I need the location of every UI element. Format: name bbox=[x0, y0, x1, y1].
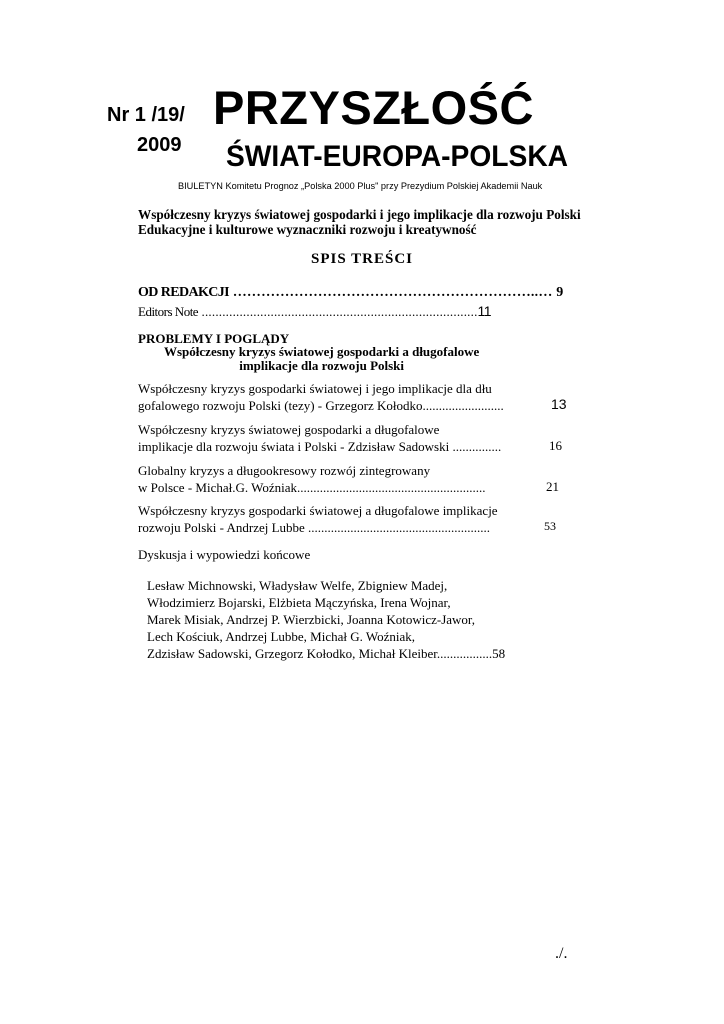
issue-year: 2009 bbox=[137, 134, 182, 156]
toc-page-number: 11 bbox=[477, 303, 492, 319]
toc-entry-label: OD REDAKCJI bbox=[138, 285, 230, 300]
journal-title: PRZYSZŁOŚĆ bbox=[213, 81, 534, 134]
intro-line-2: Edukacyjne i kulturowe wyznaczniki rozwoju i kreatywność bbox=[138, 222, 477, 237]
toc-entry-editors-note bbox=[138, 303, 491, 320]
toc-entry bbox=[138, 421, 501, 455]
section-heading: PROBLEMY I POGLĄDY bbox=[138, 331, 290, 346]
participants-line: Zdzisław Sadowski, Grzegorz Kołodko, Michał Kleiber.................58 bbox=[147, 646, 506, 661]
toc-leader-dots: ………………………………………………………..… bbox=[229, 285, 557, 300]
participants-line: Marek Misiak, Andrzej P. Wierzbicki, Joanna Kotowicz-Jawor, bbox=[147, 612, 475, 627]
journal-subtitle: ŚWIAT-EUROPA-POLSKA bbox=[226, 140, 569, 173]
toc-entry-line-1: Współczesny kryzys światowej gospodarki a długofalowe bbox=[138, 422, 440, 437]
toc-page-number: 21 bbox=[546, 479, 559, 494]
toc-discussion: Dyskusja i wypowiedzi końcowe bbox=[138, 547, 311, 562]
toc-entry bbox=[138, 502, 498, 536]
issue-number: Nr 1 /19/ bbox=[107, 104, 185, 126]
toc-entry-line-2: w Polsce - Michał.G. Woźniak.......................................................... bbox=[138, 480, 486, 495]
intro-line-1: Współczesny kryzys światowej gospodarki i jego implikacje dla rozwoju Polski bbox=[138, 207, 581, 222]
participants-line: Lech Kościuk, Andrzej Lubbe, Michał G. Woźniak, bbox=[147, 629, 416, 644]
toc-page-number: 13 bbox=[551, 396, 567, 412]
section-subheading-line-2: implikacje dla rozwoju Polski bbox=[239, 358, 405, 373]
section-subheading bbox=[164, 345, 479, 373]
toc-page-number: 16 bbox=[549, 438, 562, 453]
end-mark: ./. bbox=[555, 945, 568, 962]
participants-line: Lesław Michnowski, Władysław Welfe, Zbigniew Madej, bbox=[147, 578, 448, 593]
toc-entry-label: Editors Note bbox=[138, 304, 199, 319]
toc-entry bbox=[138, 380, 504, 414]
toc-entry-line-2: implikacje dla rozwoju świata i Polski - Zdzisław Sadowski ............... bbox=[138, 439, 502, 454]
toc-entry-line-1: Współczesny kryzys gospodarki światowej i jego implikacje dla dłu bbox=[138, 381, 492, 396]
toc-page-number: 53 bbox=[544, 519, 556, 533]
toc-entry-od-redakcji bbox=[138, 285, 563, 301]
toc-entry-line-1: Współczesny kryzys gospodarki światowej a długofalowe implikacje bbox=[138, 503, 498, 518]
section-subheading-line-1: Współczesny kryzys światowej gospodarki a długofalowe bbox=[164, 344, 480, 359]
toc-page-number: 9 bbox=[556, 285, 563, 300]
toc-heading: SPIS TREŚCI bbox=[310, 251, 414, 267]
toc-entry-line-1: Globalny kryzys a długookresowy rozwój zintegrowany bbox=[138, 463, 431, 478]
toc-leader-dots: ................................................................................ bbox=[198, 304, 478, 319]
toc-entry bbox=[138, 462, 486, 496]
toc-entry-line-2: gofalowego rozwoju Polski (tezy) - Grzegorz Kołodko......................... bbox=[138, 398, 504, 413]
toc-participants bbox=[147, 577, 505, 662]
bulletin-line: BIULETYN Komitetu Prognoz „Polska 2000 Plus" przy Prezydium Polskiej Akademii Nauk bbox=[178, 181, 543, 191]
participants-line: Włodzimierz Bojarski, Elżbieta Mączyńska, Irena Wojnar, bbox=[147, 595, 451, 610]
toc-entry-line-2: rozwoju Polski - Andrzej Lubbe ........................................................ bbox=[138, 520, 491, 535]
